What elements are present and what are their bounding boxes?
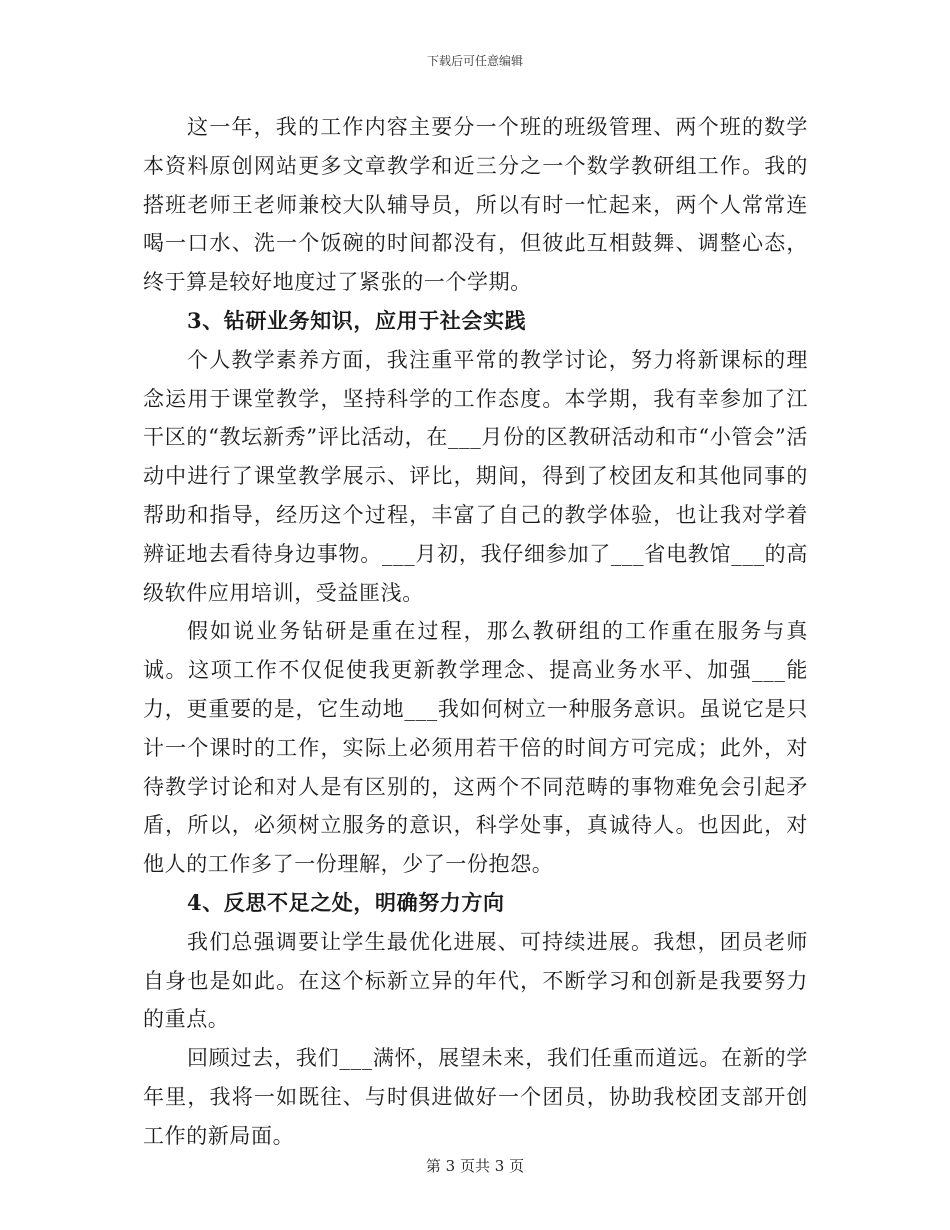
paragraph-teaching-literacy: 个人教学素养方面，我注重平常的教学讨论，努力将新课标的理念运用于课堂教学，坚持科学的工作态度。本学期，我有幸参加了江干区的“教坛新秀”评比活动，在___月份的区教研活动和市“小管会”活动中进行了课堂教学展示、评比，期间，得到了校团友和其他同事的帮助和指导，经历这个过程，丰富了自己的教学体验，也让我对学着辨证地去看待身边事物。___月初，我仔细参加了___省电教馆___的高级软件应用培训，受益匪浅。 (143, 347, 808, 605)
paragraph-outlook: 回顾过去，我们___满怀，展望未来，我们任重而道远。在新的学年里，我将一如既往、与时俱进做好一个团员，协助我校团支部开创工作的新局面。 (143, 1046, 808, 1148)
paragraph-work-content: 这一年，我的工作内容主要分一个班的班级管理、两个班的数学本资料原创网站更多文章教学和近三分之一个数学教研组工作。我的搭班老师王老师兼校大队辅导员，所以有时一忙起来，两个人常常连喝一口水、洗一个饭碗的时间都没有，但彼此互相鼓舞、调整心态，终于算是较好地度过了紧张的一个学期。 (143, 115, 808, 295)
paragraph-research-group: 假如说业务钻研是重在过程，那么教研组的工作重在服务与真诚。这项工作不仅促使我更新教学理念、提高业务水平、加强___能力，更重要的是，它生动地___我如何树立一种服务意识。虽说它是只计一个课时的工作，实际上必须用若干倍的时间方可完成；此外，对待教学讨论和对人是有区别的，这两个不同范畴的事物难免会引起矛盾，所以，必须树立服务的意识，科学处事，真诚待人。也因此，对他人的工作多了一份理解，少了一份抱怨。 (143, 619, 808, 877)
section-heading-4: 4、反思不足之处，明确努力方向 (187, 889, 505, 915)
paragraph-reflection: 我们总强调要让学生最优化进展、可持续进展。我想，团员老师自身也是如此。在这个标新立异的年代，不断学习和创新是我要努力的重点。 (143, 929, 808, 1032)
page-number: 第 3 页共 3 页 (425, 1157, 525, 1175)
section-heading-3: 3、钻研业务知识，应用于社会实践 (187, 307, 527, 333)
document-body (143, 108, 808, 1156)
header-note: 下载后可任意编辑 (426, 54, 523, 68)
